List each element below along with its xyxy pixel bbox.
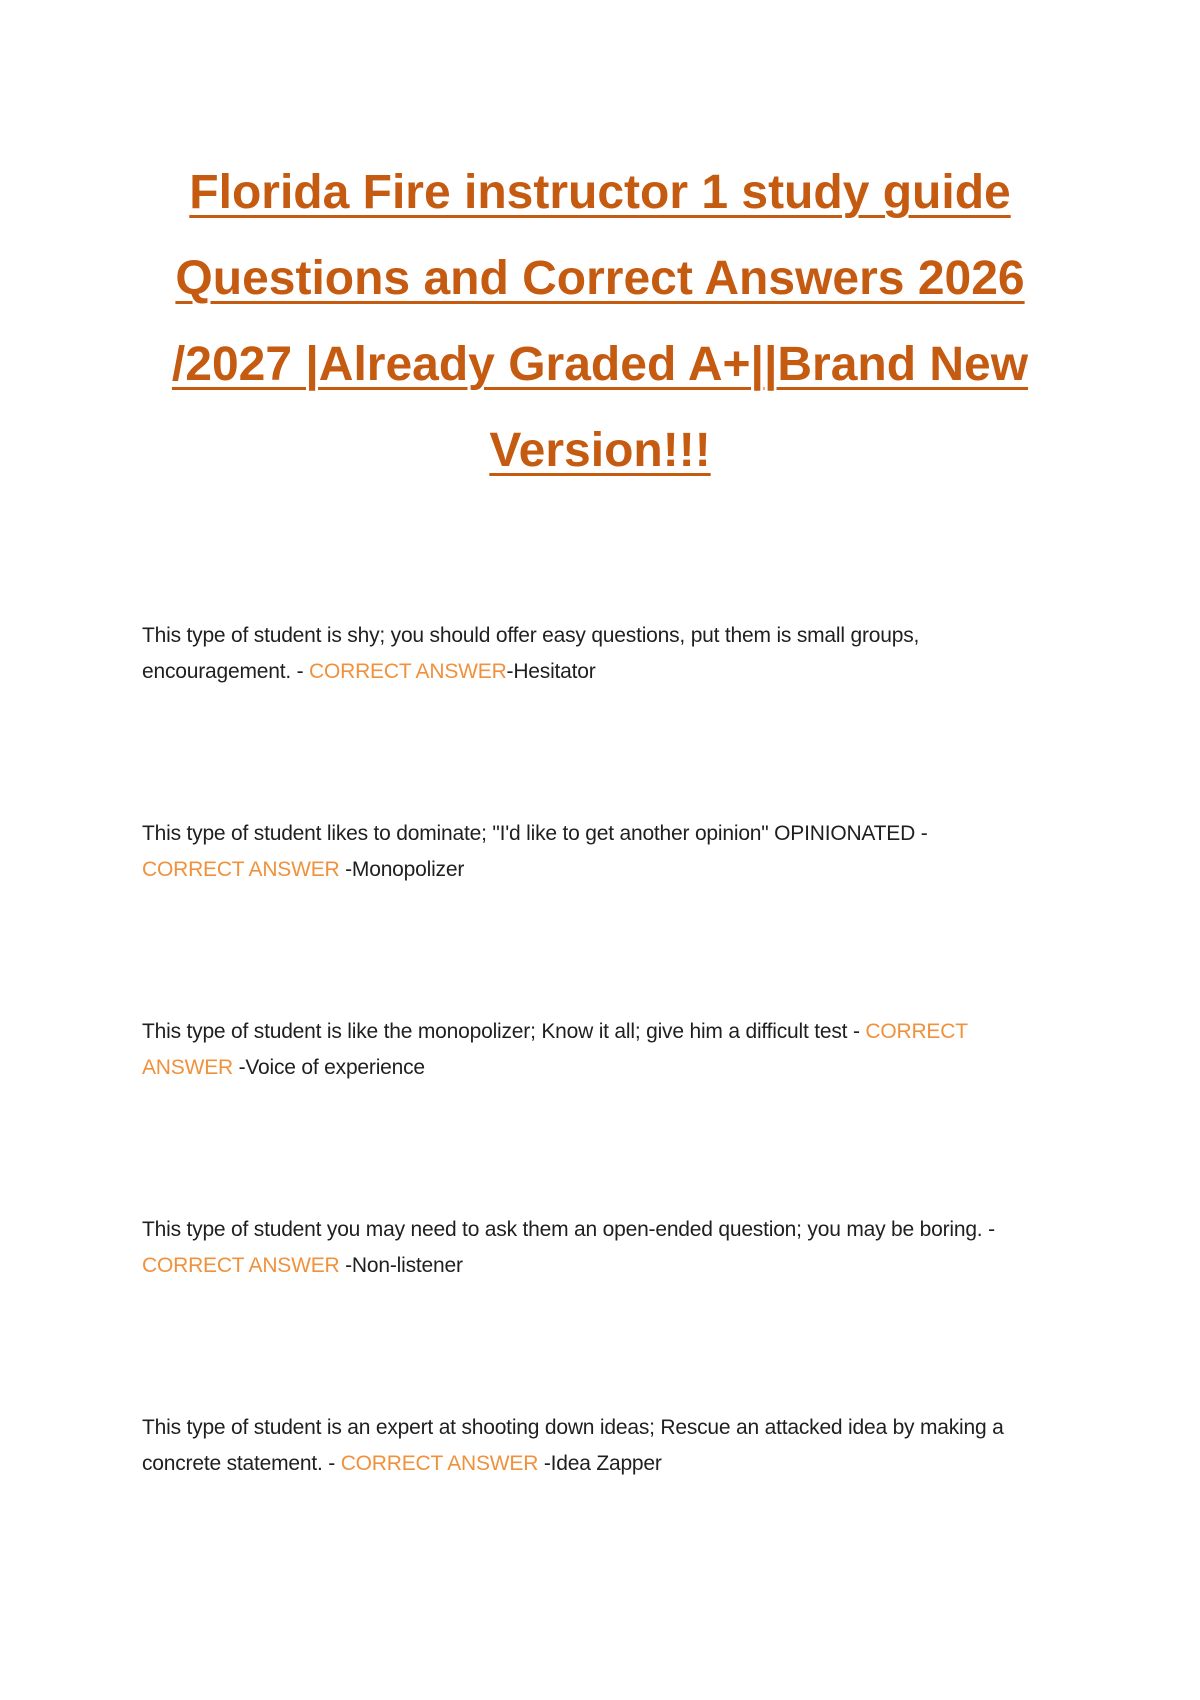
question-text-continued	[142, 1050, 1062, 1086]
question-text: This type of student is an expert at shooting down ideas; Rescue an attacked idea by making a	[142, 1416, 1004, 1439]
qa-item-3	[142, 1014, 1062, 1086]
answer-text: -Hesitator	[506, 660, 596, 683]
qa-item-4	[142, 1212, 1062, 1284]
question-text-continued	[142, 852, 1062, 888]
title-line-3-text: /2027 |Already Graded A+||Brand New	[171, 338, 1029, 391]
title-line-3	[120, 322, 1080, 408]
correct-answer-label: CORRECT ANSWER	[340, 1452, 539, 1475]
question-text: This type of student likes to dominate; "I'd like to get another opinion" OPINIONATED -	[142, 822, 928, 845]
question-text-continued	[142, 1446, 1062, 1482]
question-line	[142, 1014, 1062, 1050]
qa-item-2	[142, 816, 1062, 888]
title-line-1-text: Florida Fire instructor 1 study guide	[189, 166, 1011, 219]
question-text: This type of student is shy; you should offer easy questions, put them is small groups,	[142, 624, 920, 647]
title-line-2	[120, 236, 1080, 322]
title-line-2-text: Questions and Correct Answers 2026	[175, 252, 1025, 305]
qa-item-5	[142, 1410, 1062, 1482]
question-text-end: concrete statement. -	[142, 1452, 341, 1475]
answer-text: -Idea Zapper	[538, 1452, 662, 1475]
title-line-1	[120, 150, 1080, 236]
correct-answer-label: CORRECT ANSWER	[142, 858, 340, 881]
answer-text: -Voice of experience	[232, 1056, 425, 1079]
correct-answer-label-part-1: CORRECT	[865, 1020, 968, 1043]
correct-answer-label: CORRECT ANSWER	[309, 660, 507, 683]
qa-item-1	[142, 618, 1062, 690]
correct-answer-label-part-2: ANSWER	[142, 1056, 233, 1079]
question-text-continued	[142, 1248, 1062, 1284]
document-title	[120, 150, 1080, 494]
title-line-4-text: Version!!!	[489, 424, 711, 477]
question-text-end: encouragement. -	[142, 660, 310, 683]
question-text-continued	[142, 654, 1062, 690]
correct-answer-label: CORRECT ANSWER	[142, 1254, 340, 1277]
answer-text: -Monopolizer	[339, 858, 465, 881]
title-line-4	[120, 408, 1080, 494]
question-text: This type of student you may need to ask them an open-ended question; you may be boring. -	[142, 1218, 995, 1241]
question-text: This type of student is like the monopolizer; Know it all; give him a difficult test -	[142, 1020, 866, 1043]
answer-text: -Non-listener	[339, 1254, 463, 1277]
